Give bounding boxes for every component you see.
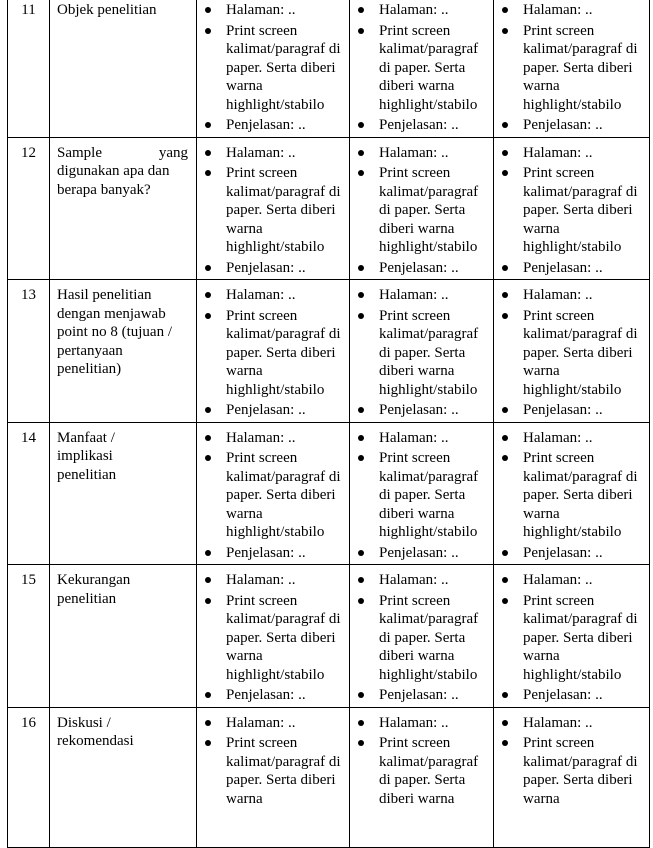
row-number: 16 <box>8 707 50 847</box>
bullet-item <box>203 429 343 448</box>
bullet-dot-icon <box>205 407 211 413</box>
bullet-text: Print screen kalimat/paragraf di paper. Serta diberi warna <box>226 735 341 807</box>
bullet-text: Print screen kalimat/paragraf di paper. Serta diberi warna <box>523 735 638 807</box>
bullet-text: Print screen kalimat/paragraf di paper. Serta diberi warna highlight/stabilo <box>379 22 479 113</box>
bullet-list <box>356 286 487 420</box>
topic-line: digunakan apa dan <box>57 163 170 179</box>
bullet-list <box>203 144 343 278</box>
bullet-dot-icon <box>358 313 364 319</box>
table-row <box>8 565 650 708</box>
bullet-list <box>203 429 343 563</box>
bullet-text: Halaman: .. <box>379 714 449 731</box>
bullet-item <box>356 714 487 733</box>
evidence-cell <box>350 0 494 137</box>
topic-line: Hasil penelitian <box>57 287 152 303</box>
bullet-list <box>500 429 643 563</box>
bullet-dot-icon <box>502 170 508 176</box>
bullet-dot-icon <box>502 455 508 461</box>
topic-line: implikasi <box>57 448 113 464</box>
table-row <box>8 707 650 847</box>
topic-line: Objek penelitian <box>57 2 157 18</box>
bullet-item <box>203 686 343 705</box>
bullet-item <box>356 686 487 705</box>
bullet-text: Print screen kalimat/paragraf di paper. Serta diberi warna highlight/stabilo <box>523 22 638 113</box>
row-number: 12 <box>8 137 50 280</box>
bullet-dot-icon <box>502 313 508 319</box>
bullet-text: Penjelasan: .. <box>379 687 459 703</box>
evidence-cell <box>494 137 650 280</box>
bullet-dot-icon <box>502 122 508 128</box>
bullet-text: Penjelasan: .. <box>379 544 459 561</box>
bullet-item <box>203 1 343 20</box>
bullet-list <box>203 571 343 705</box>
bullet-text: Halaman: .. <box>226 144 296 161</box>
bullet-dot-icon <box>205 170 211 176</box>
bullet-dot-icon <box>205 455 211 461</box>
bullet-dot-icon <box>205 265 211 271</box>
bullet-text: Halaman: .. <box>523 2 593 18</box>
bullet-dot-icon <box>205 550 211 556</box>
evidence-cell <box>197 422 350 565</box>
topic-line: berapa banyak? <box>57 181 151 198</box>
bullet-list <box>500 714 643 809</box>
bullet-item <box>500 307 643 400</box>
bullet-item <box>500 116 643 135</box>
bullet-dot-icon <box>358 740 364 746</box>
bullet-item <box>356 1 487 20</box>
bullet-text: Halaman: .. <box>379 572 449 588</box>
bullet-item <box>500 286 643 305</box>
row-topic <box>50 280 197 423</box>
bullet-item <box>500 544 643 563</box>
topic-line: penelitian) <box>57 361 122 377</box>
bullet-item <box>356 116 487 135</box>
bullet-dot-icon <box>358 407 364 413</box>
bullet-item <box>500 22 643 115</box>
bullet-item <box>356 286 487 305</box>
bullet-text: Penjelasan: .. <box>226 259 306 276</box>
bullet-item <box>203 449 343 542</box>
bullet-list <box>500 571 643 705</box>
bullet-item <box>203 544 343 563</box>
bullet-item <box>203 286 343 305</box>
row-topic <box>50 0 197 137</box>
bullet-list <box>356 429 487 563</box>
bullet-text: Halaman: .. <box>523 144 593 161</box>
bullet-text: Halaman: .. <box>226 572 296 588</box>
bullet-text: Print screen kalimat/paragraf di paper. Serta diberi warna highlight/stabilo <box>523 450 638 540</box>
evidence-cell <box>350 565 494 708</box>
bullet-text: Halaman: .. <box>523 572 593 588</box>
table-row <box>8 422 650 565</box>
evidence-cell <box>494 707 650 847</box>
bullet-dot-icon <box>205 122 211 128</box>
bullet-text: Halaman: .. <box>523 429 593 446</box>
bullet-item <box>203 734 343 808</box>
bullet-list <box>203 714 343 809</box>
bullet-dot-icon <box>358 577 364 583</box>
row-number: 14 <box>8 422 50 565</box>
bullet-text: Print screen kalimat/paragraf di paper. Serta diberi warna highlight/stabilo <box>226 165 341 255</box>
bullet-text: Penjelasan: .. <box>379 402 459 418</box>
bullet-text: Halaman: .. <box>226 714 296 731</box>
evidence-cell <box>350 707 494 847</box>
bullet-item <box>500 1 643 20</box>
bullet-item <box>500 686 643 705</box>
bullet-item <box>356 259 487 278</box>
bullet-text: Halaman: .. <box>379 287 449 303</box>
bullet-dot-icon <box>358 455 364 461</box>
bullet-text: Penjelasan: .. <box>379 117 459 133</box>
bullet-item <box>203 307 343 400</box>
bullet-item <box>203 22 343 115</box>
topic-line: Manfaat / <box>57 429 115 446</box>
bullet-item <box>356 307 487 400</box>
bullet-item <box>500 449 643 542</box>
bullet-item <box>500 734 643 808</box>
bullet-dot-icon <box>358 265 364 271</box>
bullet-text: Print screen kalimat/paragraf di paper. Serta diberi warna highlight/stabilo <box>379 450 479 540</box>
bullet-item <box>500 592 643 685</box>
bullet-text: Print screen kalimat/paragraf di paper. Serta diberi warna highlight/stabilo <box>379 165 479 255</box>
bullet-text: Penjelasan: .. <box>523 259 603 276</box>
bullet-dot-icon <box>358 7 364 13</box>
bullet-item <box>356 449 487 542</box>
bullet-text: Print screen kalimat/paragraf di paper. Serta diberi warna highlight/stabilo <box>523 592 638 683</box>
bullet-dot-icon <box>358 435 364 441</box>
topic-line: dengan menjawab <box>57 305 166 322</box>
bullet-text: Print screen kalimat/paragraf di paper. Serta diberi warna highlight/stabilo <box>226 22 341 113</box>
bullet-text: Penjelasan: .. <box>226 544 306 561</box>
bullet-list <box>500 1 643 135</box>
bullet-dot-icon <box>358 28 364 34</box>
bullet-list <box>500 286 643 420</box>
bullet-item <box>203 592 343 685</box>
bullet-list <box>356 571 487 705</box>
evidence-cell <box>494 422 650 565</box>
topic-line: Diskusi / <box>57 714 111 731</box>
bullet-item <box>500 714 643 733</box>
bullet-text: Halaman: .. <box>226 429 296 446</box>
bullet-text: Print screen kalimat/paragraf di paper. Serta diberi warna highlight/stabilo <box>523 165 638 255</box>
bullet-text: Halaman: .. <box>226 287 296 303</box>
evidence-cell <box>197 280 350 423</box>
bullet-item <box>500 144 643 163</box>
bullet-dot-icon <box>502 7 508 13</box>
bullet-text: Print screen kalimat/paragraf di paper. Serta diberi warna highlight/stabilo <box>226 592 341 683</box>
bullet-dot-icon <box>502 692 508 698</box>
topic-line: penelitian <box>57 466 117 483</box>
bullet-item <box>356 401 487 420</box>
bullet-dot-icon <box>205 720 211 726</box>
evidence-cell <box>350 137 494 280</box>
bullet-dot-icon <box>358 292 364 298</box>
bullet-dot-icon <box>205 7 211 13</box>
bullet-dot-icon <box>358 550 364 556</box>
bullet-item <box>356 164 487 257</box>
row-number: 15 <box>8 565 50 708</box>
bullet-text: Penjelasan: .. <box>226 687 306 703</box>
bullet-dot-icon <box>205 313 211 319</box>
bullet-dot-icon <box>502 150 508 156</box>
bullet-text: Halaman: .. <box>379 429 449 446</box>
bullet-item <box>203 116 343 135</box>
bullet-text: Print screen kalimat/paragraf di paper. Serta diberi warna <box>379 735 479 807</box>
bullet-item <box>500 401 643 420</box>
evidence-cell <box>197 0 350 137</box>
bullet-text: Penjelasan: .. <box>226 117 306 133</box>
bullet-item <box>203 571 343 590</box>
bullet-item <box>203 714 343 733</box>
bullet-text: Print screen kalimat/paragraf di paper. Serta diberi warna highlight/stabilo <box>226 307 341 398</box>
bullet-list <box>203 286 343 420</box>
row-number: 11 <box>8 0 50 137</box>
row-topic <box>50 422 197 565</box>
bullet-dot-icon <box>205 692 211 698</box>
bullet-text: Halaman: .. <box>379 144 449 161</box>
bullet-dot-icon <box>205 740 211 746</box>
bullet-list <box>203 1 343 135</box>
table-body <box>8 0 650 847</box>
bullet-text: Print screen kalimat/paragraf di paper. Serta diberi warna highlight/stabilo <box>523 307 638 398</box>
bullet-dot-icon <box>502 598 508 604</box>
bullet-dot-icon <box>205 435 211 441</box>
bullet-list <box>356 1 487 135</box>
bullet-text: Halaman: .. <box>379 2 449 18</box>
table-row <box>8 280 650 423</box>
bullet-dot-icon <box>502 740 508 746</box>
evidence-cell <box>494 280 650 423</box>
bullet-dot-icon <box>502 435 508 441</box>
bullet-item <box>356 544 487 563</box>
bullet-dot-icon <box>502 28 508 34</box>
bullet-dot-icon <box>205 150 211 156</box>
bullet-text: Penjelasan: .. <box>226 402 306 418</box>
topic-line: penelitian <box>57 590 117 607</box>
bullet-text: Print screen kalimat/paragraf di paper. Serta diberi warna highlight/stabilo <box>226 450 341 540</box>
bullet-text: Penjelasan: .. <box>523 402 603 418</box>
bullet-text: Penjelasan: .. <box>523 117 603 133</box>
topic-line: pertanyaan <box>57 342 123 359</box>
bullet-dot-icon <box>358 170 364 176</box>
topic-line: rekomendasi <box>57 733 134 749</box>
bullet-dot-icon <box>502 407 508 413</box>
bullet-item <box>500 429 643 448</box>
evidence-cell <box>494 565 650 708</box>
bullet-dot-icon <box>358 150 364 156</box>
bullet-dot-icon <box>205 28 211 34</box>
bullet-item <box>203 144 343 163</box>
bullet-text: Print screen kalimat/paragraf di paper. Serta diberi warna highlight/stabilo <box>379 592 479 683</box>
row-topic <box>50 565 197 708</box>
evidence-cell <box>197 707 350 847</box>
row-topic <box>50 707 197 847</box>
topic-line: Sample yang <box>57 144 188 161</box>
topic-line: Kekurangan <box>57 572 131 588</box>
bullet-text: Print screen kalimat/paragraf di paper. Serta diberi warna highlight/stabilo <box>379 307 479 398</box>
bullet-item <box>500 571 643 590</box>
evidence-cell <box>197 137 350 280</box>
bullet-dot-icon <box>502 577 508 583</box>
bullet-item <box>356 734 487 808</box>
bullet-item <box>203 164 343 257</box>
bullet-dot-icon <box>358 122 364 128</box>
bullet-dot-icon <box>205 577 211 583</box>
research-review-table <box>7 0 650 848</box>
bullet-list <box>500 144 643 278</box>
bullet-dot-icon <box>358 692 364 698</box>
bullet-item <box>203 401 343 420</box>
bullet-text: Penjelasan: .. <box>523 544 603 561</box>
bullet-item <box>500 164 643 257</box>
bullet-dot-icon <box>502 720 508 726</box>
bullet-dot-icon <box>358 598 364 604</box>
bullet-dot-icon <box>358 720 364 726</box>
evidence-cell <box>197 565 350 708</box>
bullet-item <box>356 144 487 163</box>
bullet-item <box>500 259 643 278</box>
bullet-text: Halaman: .. <box>523 287 593 303</box>
bullet-text: Penjelasan: .. <box>379 259 459 276</box>
bullet-item <box>203 259 343 278</box>
bullet-dot-icon <box>502 550 508 556</box>
row-topic <box>50 137 197 280</box>
table-row <box>8 0 650 137</box>
bullet-item <box>356 592 487 685</box>
bullet-item <box>356 429 487 448</box>
bullet-dot-icon <box>502 292 508 298</box>
bullet-text: Halaman: .. <box>523 714 593 731</box>
evidence-cell <box>494 0 650 137</box>
bullet-item <box>356 22 487 115</box>
bullet-list <box>356 144 487 278</box>
bullet-dot-icon <box>205 292 211 298</box>
bullet-text: Halaman: .. <box>226 2 296 18</box>
bullet-dot-icon <box>502 265 508 271</box>
evidence-cell <box>350 422 494 565</box>
bullet-dot-icon <box>205 598 211 604</box>
row-number: 13 <box>8 280 50 423</box>
bullet-item <box>356 571 487 590</box>
evidence-cell <box>350 280 494 423</box>
bullet-list <box>356 714 487 809</box>
topic-line: point no 8 (tujuan / <box>57 324 172 340</box>
table-row <box>8 137 650 280</box>
bullet-text: Penjelasan: .. <box>523 687 603 703</box>
